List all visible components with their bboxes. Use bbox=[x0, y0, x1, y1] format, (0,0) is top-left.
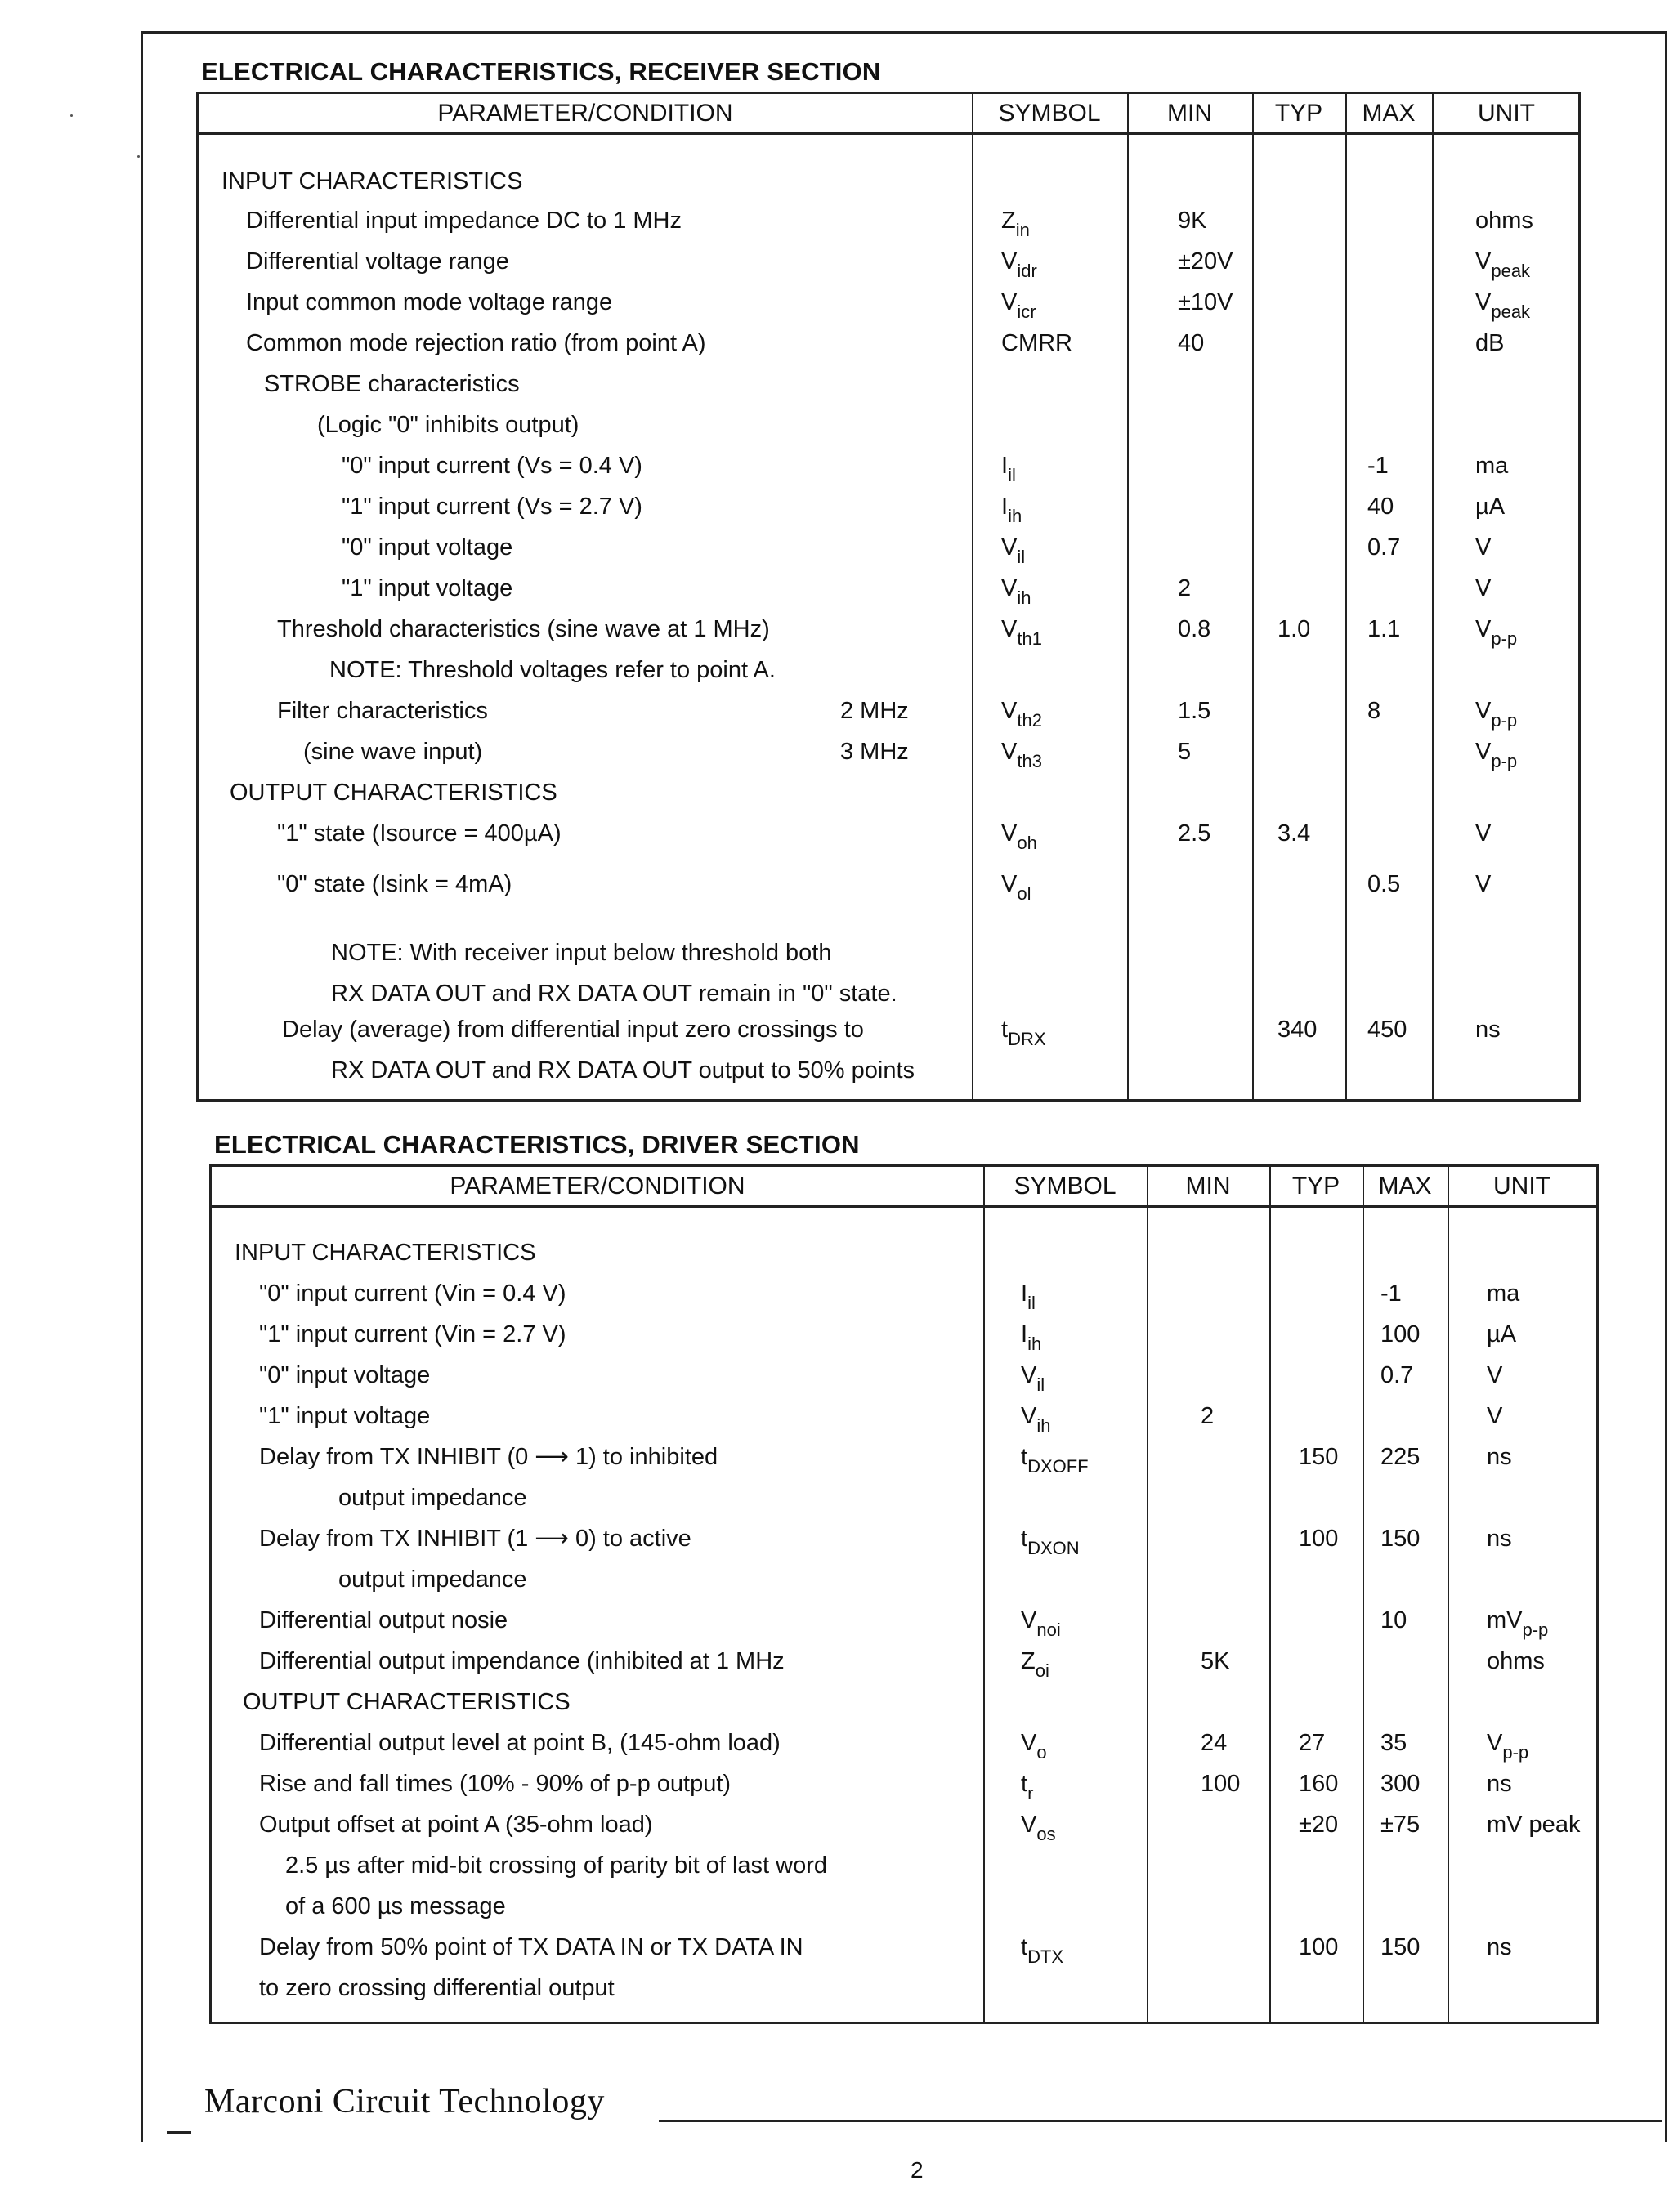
symbol-cell bbox=[1001, 738, 1042, 771]
parameter-label: 2.5 µs after mid-bit crossing of parity bit of last word bbox=[285, 1852, 828, 1879]
unit-cell bbox=[1475, 452, 1508, 481]
parameter-label: STROBE characteristics bbox=[264, 371, 520, 397]
parameter-label: Threshold characteristics (sine wave at 1 MHz) bbox=[277, 616, 770, 642]
symbol-main: I bbox=[1021, 1280, 1028, 1307]
table-row bbox=[199, 534, 1578, 574]
header-parameter: PARAMETER/CONDITION bbox=[437, 100, 733, 127]
unit-subscript: p-p bbox=[1502, 1742, 1529, 1763]
unit-subscript: p-p bbox=[1491, 751, 1518, 771]
unit-main: µA bbox=[1487, 1321, 1517, 1347]
parameter-label: Delay (average) from differential input zero crossings to bbox=[282, 1017, 864, 1043]
table-row bbox=[212, 1852, 1596, 1892]
parameter-label: INPUT CHARACTERISTICS bbox=[235, 1240, 536, 1266]
typ-value: 100 bbox=[1299, 1526, 1339, 1552]
unit-cell bbox=[1487, 1443, 1512, 1472]
symbol-main: V bbox=[1001, 698, 1018, 724]
unit-main: V bbox=[1475, 534, 1492, 561]
max-value: 35 bbox=[1380, 1730, 1407, 1756]
unit-subscript: peak bbox=[1491, 261, 1531, 281]
parameter-label: Rise and fall times (10% - 90% of p-p output) bbox=[259, 1771, 732, 1797]
symbol-cell bbox=[1001, 615, 1042, 649]
unit-cell bbox=[1487, 1320, 1516, 1350]
symbol-main: Z bbox=[1021, 1648, 1036, 1674]
table-row bbox=[212, 1974, 1596, 2015]
max-value: 8 bbox=[1367, 698, 1381, 724]
parameter-label: Differential output impendance (inhibited at 1 MHz bbox=[259, 1648, 785, 1674]
parameter-label: RX DATA OUT and RX DATA OUT output to 50% points bbox=[331, 1057, 915, 1084]
symbol-main: V bbox=[1001, 534, 1018, 561]
footer-rule-right bbox=[659, 2120, 1662, 2122]
max-value: 1.1 bbox=[1367, 616, 1401, 642]
unit-main: ns bbox=[1475, 1017, 1501, 1043]
table-row bbox=[199, 207, 1578, 248]
table-row bbox=[212, 1729, 1596, 1770]
unit-cell bbox=[1475, 534, 1491, 563]
unit-main: ns bbox=[1487, 1526, 1512, 1552]
unit-main: ohms bbox=[1475, 208, 1533, 234]
min-value: 2.5 bbox=[1178, 820, 1211, 847]
symbol-subscript: il bbox=[1027, 1293, 1036, 1313]
symbol-cell bbox=[1021, 1770, 1034, 1803]
table-row bbox=[199, 168, 1578, 208]
symbol-subscript: oh bbox=[1017, 833, 1037, 853]
unit-cell bbox=[1475, 493, 1505, 522]
unit-main: ma bbox=[1475, 453, 1509, 479]
symbol-main: t bbox=[1021, 1934, 1028, 1960]
table-row bbox=[199, 656, 1578, 697]
unit-main: ns bbox=[1487, 1771, 1512, 1797]
table-row bbox=[212, 1484, 1596, 1525]
symbol-main: V bbox=[1001, 616, 1018, 642]
header-min: MIN bbox=[1185, 1173, 1231, 1200]
unit-main: µA bbox=[1475, 494, 1506, 520]
unit-subscript: p-p bbox=[1522, 1620, 1549, 1640]
table-row bbox=[212, 1443, 1596, 1484]
symbol-subscript: th2 bbox=[1017, 710, 1042, 731]
unit-cell bbox=[1475, 574, 1491, 604]
parameter-label: NOTE: With receiver input below threshold both bbox=[331, 940, 832, 966]
table-row bbox=[199, 452, 1578, 493]
unit-main: V bbox=[1475, 739, 1492, 765]
symbol-cell bbox=[1001, 574, 1031, 608]
table-row bbox=[212, 1811, 1596, 1852]
unit-main: V bbox=[1475, 248, 1492, 275]
table-row bbox=[212, 1606, 1596, 1647]
frequency-label: 3 MHz bbox=[840, 739, 909, 765]
symbol-cell bbox=[1021, 1606, 1061, 1640]
table-row bbox=[199, 615, 1578, 656]
parameter-label: "1" input voltage bbox=[259, 1403, 431, 1429]
max-value: 10 bbox=[1380, 1607, 1407, 1633]
symbol-subscript: DXON bbox=[1027, 1538, 1080, 1558]
min-value: 5 bbox=[1178, 739, 1192, 765]
unit-cell bbox=[1475, 288, 1531, 322]
header-symbol: SYMBOL bbox=[1014, 1173, 1116, 1200]
table-row bbox=[199, 329, 1578, 370]
symbol-cell bbox=[1021, 1280, 1036, 1313]
unit-cell bbox=[1475, 738, 1518, 771]
unit-cell bbox=[1475, 697, 1518, 731]
unit-cell bbox=[1475, 820, 1491, 849]
unit-main: ohms bbox=[1487, 1648, 1545, 1674]
driver-table bbox=[209, 1164, 1599, 2024]
parameter-label: of a 600 µs message bbox=[285, 1893, 506, 1919]
driver-section-title: ELECTRICAL CHARACTERISTICS, DRIVER SECTION bbox=[214, 1130, 860, 1159]
symbol-main: I bbox=[1021, 1321, 1028, 1347]
symbol-subscript: r bbox=[1027, 1783, 1034, 1803]
parameter-label: (Logic "0" inhibits output) bbox=[317, 412, 579, 438]
header-max: MAX bbox=[1378, 1173, 1432, 1200]
symbol-subscript: ih bbox=[1027, 1334, 1042, 1354]
unit-cell bbox=[1487, 1402, 1502, 1432]
parameter-label: Common mode rejection ratio (from point A) bbox=[246, 330, 706, 356]
table-row bbox=[199, 411, 1578, 452]
symbol-subscript: il bbox=[1017, 547, 1026, 567]
table-row bbox=[199, 820, 1578, 860]
table-row bbox=[212, 1402, 1596, 1443]
unit-cell bbox=[1475, 870, 1491, 900]
unit-subscript: p-p bbox=[1491, 628, 1518, 649]
typ-value: 150 bbox=[1299, 1444, 1339, 1470]
table-row bbox=[212, 1647, 1596, 1688]
parameter-label: NOTE: Threshold voltages refer to point A. bbox=[329, 657, 776, 683]
symbol-subscript: DRX bbox=[1008, 1029, 1046, 1049]
symbol-main: I bbox=[1001, 453, 1009, 479]
table-row bbox=[212, 1525, 1596, 1566]
symbol-subscript: icr bbox=[1017, 302, 1036, 322]
table-row bbox=[212, 1239, 1596, 1280]
symbol-main: t bbox=[1021, 1771, 1028, 1797]
symbol-cell bbox=[1001, 870, 1031, 904]
unit-cell bbox=[1487, 1647, 1545, 1677]
min-value: 0.8 bbox=[1178, 616, 1211, 642]
symbol-main: V bbox=[1021, 1362, 1037, 1388]
symbol-cell bbox=[1021, 1647, 1049, 1681]
table-row bbox=[199, 738, 1578, 779]
unit-main: V bbox=[1475, 616, 1492, 642]
parameter-label: "1" input current (Vin = 2.7 V) bbox=[259, 1321, 566, 1347]
table-row bbox=[212, 1892, 1596, 1933]
symbol-main: V bbox=[1001, 575, 1018, 601]
symbol-main: V bbox=[1001, 248, 1018, 275]
symbol-cell bbox=[1001, 493, 1022, 526]
symbol-main: V bbox=[1001, 289, 1018, 315]
unit-main: V bbox=[1487, 1730, 1503, 1756]
typ-value: 3.4 bbox=[1278, 820, 1311, 847]
symbol-cell bbox=[1021, 1402, 1051, 1436]
symbol-subscript: o bbox=[1036, 1742, 1047, 1763]
max-value: ±75 bbox=[1380, 1812, 1421, 1838]
unit-cell bbox=[1487, 1606, 1549, 1640]
symbol-subscript: th1 bbox=[1017, 628, 1042, 649]
driver-table-header bbox=[212, 1167, 1596, 1208]
min-value: 5K bbox=[1201, 1648, 1230, 1674]
max-value: 0.7 bbox=[1380, 1362, 1414, 1388]
typ-value: 100 bbox=[1299, 1934, 1339, 1960]
typ-value: 27 bbox=[1299, 1730, 1326, 1756]
unit-cell bbox=[1475, 207, 1533, 236]
symbol-main: t bbox=[1021, 1526, 1028, 1552]
table-row bbox=[199, 1016, 1578, 1057]
unit-main: V bbox=[1475, 820, 1492, 847]
max-value: 300 bbox=[1380, 1771, 1421, 1797]
symbol-main: V bbox=[1001, 820, 1018, 847]
min-value: 2 bbox=[1201, 1403, 1215, 1429]
unit-main: V bbox=[1475, 698, 1492, 724]
max-value: 100 bbox=[1380, 1321, 1421, 1347]
min-value: 1.5 bbox=[1178, 698, 1211, 724]
unit-cell bbox=[1487, 1280, 1519, 1309]
parameter-label: Differential output level at point B, (145-ohm load) bbox=[259, 1730, 781, 1756]
table-row bbox=[199, 697, 1578, 738]
symbol-cell bbox=[1001, 329, 1072, 359]
parameter-label: RX DATA OUT and RX DATA OUT remain in "0" state. bbox=[331, 981, 897, 1007]
symbol-cell bbox=[1001, 697, 1042, 731]
symbol-subscript: ih bbox=[1008, 506, 1022, 526]
symbol-main: t bbox=[1001, 1017, 1009, 1043]
header-parameter: PARAMETER/CONDITION bbox=[450, 1173, 745, 1200]
symbol-cell bbox=[1001, 248, 1037, 281]
table-row bbox=[199, 939, 1578, 980]
table-row bbox=[199, 493, 1578, 534]
unit-main: ma bbox=[1487, 1280, 1520, 1307]
symbol-subscript: noi bbox=[1036, 1620, 1061, 1640]
unit-cell bbox=[1487, 1770, 1512, 1799]
unit-main: mV bbox=[1487, 1607, 1523, 1633]
header-unit: UNIT bbox=[1478, 100, 1535, 127]
symbol-cell bbox=[1021, 1320, 1042, 1354]
parameter-label: (sine wave input) bbox=[303, 739, 483, 765]
symbol-main: V bbox=[1021, 1607, 1037, 1633]
unit-main: ns bbox=[1487, 1444, 1512, 1470]
parameter-label: "0" input current (Vs = 0.4 V) bbox=[342, 453, 642, 479]
min-value: 40 bbox=[1178, 330, 1205, 356]
parameter-label: INPUT CHARACTERISTICS bbox=[221, 168, 523, 194]
parameter-label: "1" state (Isource = 400µA) bbox=[277, 820, 562, 847]
symbol-subscript: oi bbox=[1035, 1660, 1049, 1681]
min-value: 100 bbox=[1201, 1771, 1241, 1797]
typ-value: ±20 bbox=[1299, 1812, 1339, 1838]
scan-speck bbox=[137, 155, 140, 158]
parameter-label: Delay from 50% point of TX DATA IN or TX DATA IN bbox=[259, 1934, 803, 1960]
parameter-label: Output offset at point A (35-ohm load) bbox=[259, 1812, 653, 1838]
symbol-subscript: DXOFF bbox=[1027, 1456, 1089, 1477]
parameter-label: Delay from TX INHIBIT (1 ⟶ 0) to active bbox=[259, 1526, 691, 1552]
symbol-cell bbox=[1021, 1443, 1089, 1477]
parameter-label: Input common mode voltage range bbox=[246, 289, 613, 315]
table-row bbox=[199, 1057, 1578, 1097]
page-number: 2 bbox=[911, 2157, 924, 2183]
max-value: -1 bbox=[1380, 1280, 1402, 1307]
table-row bbox=[199, 574, 1578, 615]
unit-main: V bbox=[1475, 289, 1492, 315]
header-unit: UNIT bbox=[1493, 1173, 1550, 1200]
max-value: 150 bbox=[1380, 1526, 1421, 1552]
symbol-cell bbox=[1001, 534, 1026, 567]
table-row bbox=[199, 248, 1578, 288]
parameter-label: Differential output nosie bbox=[259, 1607, 508, 1633]
receiver-section-title: ELECTRICAL CHARACTERISTICS, RECEIVER SECTION bbox=[201, 57, 881, 86]
symbol-main: V bbox=[1021, 1730, 1037, 1756]
min-value: 24 bbox=[1201, 1730, 1228, 1756]
symbol-cell bbox=[1001, 452, 1016, 485]
max-value: 0.7 bbox=[1367, 534, 1401, 561]
symbol-main: Z bbox=[1001, 208, 1016, 234]
min-value: 9K bbox=[1178, 208, 1207, 234]
symbol-main: V bbox=[1001, 871, 1018, 897]
unit-cell bbox=[1487, 1729, 1529, 1763]
symbol-subscript: os bbox=[1036, 1824, 1056, 1844]
max-value: 225 bbox=[1380, 1444, 1421, 1470]
symbol-cell bbox=[1021, 1933, 1064, 1967]
typ-value: 1.0 bbox=[1278, 616, 1311, 642]
table-row bbox=[212, 1688, 1596, 1729]
header-symbol: SYMBOL bbox=[998, 100, 1101, 127]
unit-cell bbox=[1487, 1525, 1512, 1554]
footer-rule-left bbox=[167, 2131, 191, 2134]
parameter-label: Filter characteristics bbox=[277, 698, 488, 724]
symbol-subscript: il bbox=[1036, 1374, 1045, 1395]
table-row bbox=[199, 779, 1578, 820]
unit-cell bbox=[1487, 1933, 1512, 1963]
parameter-label: "1" input voltage bbox=[342, 575, 513, 601]
unit-main: dB bbox=[1475, 330, 1505, 356]
parameter-label: "0" state (Isink = 4mA) bbox=[277, 871, 512, 897]
table-row bbox=[199, 288, 1578, 329]
symbol-cell bbox=[1001, 288, 1036, 322]
header-max: MAX bbox=[1362, 100, 1416, 127]
max-value: 150 bbox=[1380, 1934, 1421, 1960]
parameter-label: "0" input voltage bbox=[259, 1362, 431, 1388]
unit-main: V bbox=[1475, 575, 1492, 601]
unit-cell bbox=[1475, 615, 1518, 649]
symbol-cell bbox=[1021, 1361, 1045, 1395]
unit-cell bbox=[1475, 1016, 1501, 1045]
table-row bbox=[199, 980, 1578, 1021]
max-value: -1 bbox=[1367, 453, 1389, 479]
symbol-main: V bbox=[1001, 739, 1018, 765]
parameter-label: OUTPUT CHARACTERISTICS bbox=[243, 1689, 571, 1715]
table-row bbox=[199, 370, 1578, 411]
symbol-cell bbox=[1001, 1016, 1046, 1049]
table-row bbox=[212, 1566, 1596, 1606]
company-brand: Marconi Circuit Technology bbox=[204, 2083, 605, 2120]
unit-subscript: peak bbox=[1491, 302, 1531, 322]
scan-speck bbox=[70, 114, 73, 117]
symbol-subscript: il bbox=[1008, 465, 1016, 485]
unit-cell bbox=[1475, 329, 1504, 359]
unit-cell bbox=[1487, 1811, 1580, 1840]
symbol-cell bbox=[1021, 1729, 1047, 1763]
max-value: 0.5 bbox=[1367, 871, 1401, 897]
min-value: ±10V bbox=[1178, 289, 1233, 315]
symbol-subscript: idr bbox=[1017, 261, 1037, 281]
symbol-cell bbox=[1021, 1811, 1056, 1844]
parameter-label: Delay from TX INHIBIT (0 ⟶ 1) to inhibited bbox=[259, 1444, 718, 1470]
unit-cell bbox=[1475, 248, 1531, 281]
symbol-cell bbox=[1001, 820, 1037, 853]
symbol-main: V bbox=[1021, 1812, 1037, 1838]
symbol-cell bbox=[1021, 1525, 1080, 1558]
symbol-main: CMRR bbox=[1001, 330, 1072, 356]
symbol-main: t bbox=[1021, 1444, 1028, 1470]
receiver-table bbox=[196, 92, 1581, 1102]
frequency-label: 2 MHz bbox=[840, 698, 909, 724]
symbol-subscript: DTX bbox=[1027, 1946, 1064, 1967]
symbol-subscript: ol bbox=[1017, 883, 1031, 904]
parameter-label: Differential voltage range bbox=[246, 248, 509, 275]
table-row bbox=[212, 1361, 1596, 1402]
parameter-label: output impedance bbox=[338, 1566, 527, 1593]
symbol-cell bbox=[1001, 207, 1030, 240]
symbol-subscript: ih bbox=[1036, 1415, 1051, 1436]
table-row bbox=[212, 1320, 1596, 1361]
header-typ: TYP bbox=[1291, 1173, 1340, 1200]
unit-main: V bbox=[1487, 1362, 1503, 1388]
unit-main: V bbox=[1475, 871, 1492, 897]
parameter-label: OUTPUT CHARACTERISTICS bbox=[230, 780, 557, 806]
header-typ: TYP bbox=[1274, 100, 1323, 127]
parameter-label: "0" input voltage bbox=[342, 534, 513, 561]
parameter-label: to zero crossing differential output bbox=[259, 1975, 615, 2001]
table-row bbox=[212, 1280, 1596, 1320]
symbol-main: V bbox=[1021, 1403, 1037, 1429]
parameter-label: Differential input impedance DC to 1 MHz bbox=[246, 208, 682, 234]
table-row bbox=[199, 870, 1578, 911]
table-row bbox=[212, 1933, 1596, 1974]
parameter-label: output impedance bbox=[338, 1485, 527, 1511]
header-min: MIN bbox=[1167, 100, 1212, 127]
typ-value: 340 bbox=[1278, 1017, 1318, 1043]
max-value: 40 bbox=[1367, 494, 1394, 520]
typ-value: 160 bbox=[1299, 1771, 1339, 1797]
parameter-label: "1" input current (Vs = 2.7 V) bbox=[342, 494, 642, 520]
max-value: 450 bbox=[1367, 1017, 1407, 1043]
symbol-subscript: in bbox=[1015, 220, 1030, 240]
symbol-subscript: ih bbox=[1017, 588, 1031, 608]
unit-main: mV peak bbox=[1487, 1812, 1581, 1838]
unit-main: ns bbox=[1487, 1934, 1512, 1960]
symbol-main: I bbox=[1001, 494, 1009, 520]
min-value: ±20V bbox=[1178, 248, 1233, 275]
min-value: 2 bbox=[1178, 575, 1192, 601]
unit-main: V bbox=[1487, 1403, 1503, 1429]
symbol-subscript: th3 bbox=[1017, 751, 1042, 771]
unit-subscript: p-p bbox=[1491, 710, 1518, 731]
receiver-table-header bbox=[199, 94, 1578, 135]
parameter-label: "0" input current (Vin = 0.4 V) bbox=[259, 1280, 566, 1307]
table-row bbox=[212, 1770, 1596, 1811]
unit-cell bbox=[1487, 1361, 1502, 1391]
